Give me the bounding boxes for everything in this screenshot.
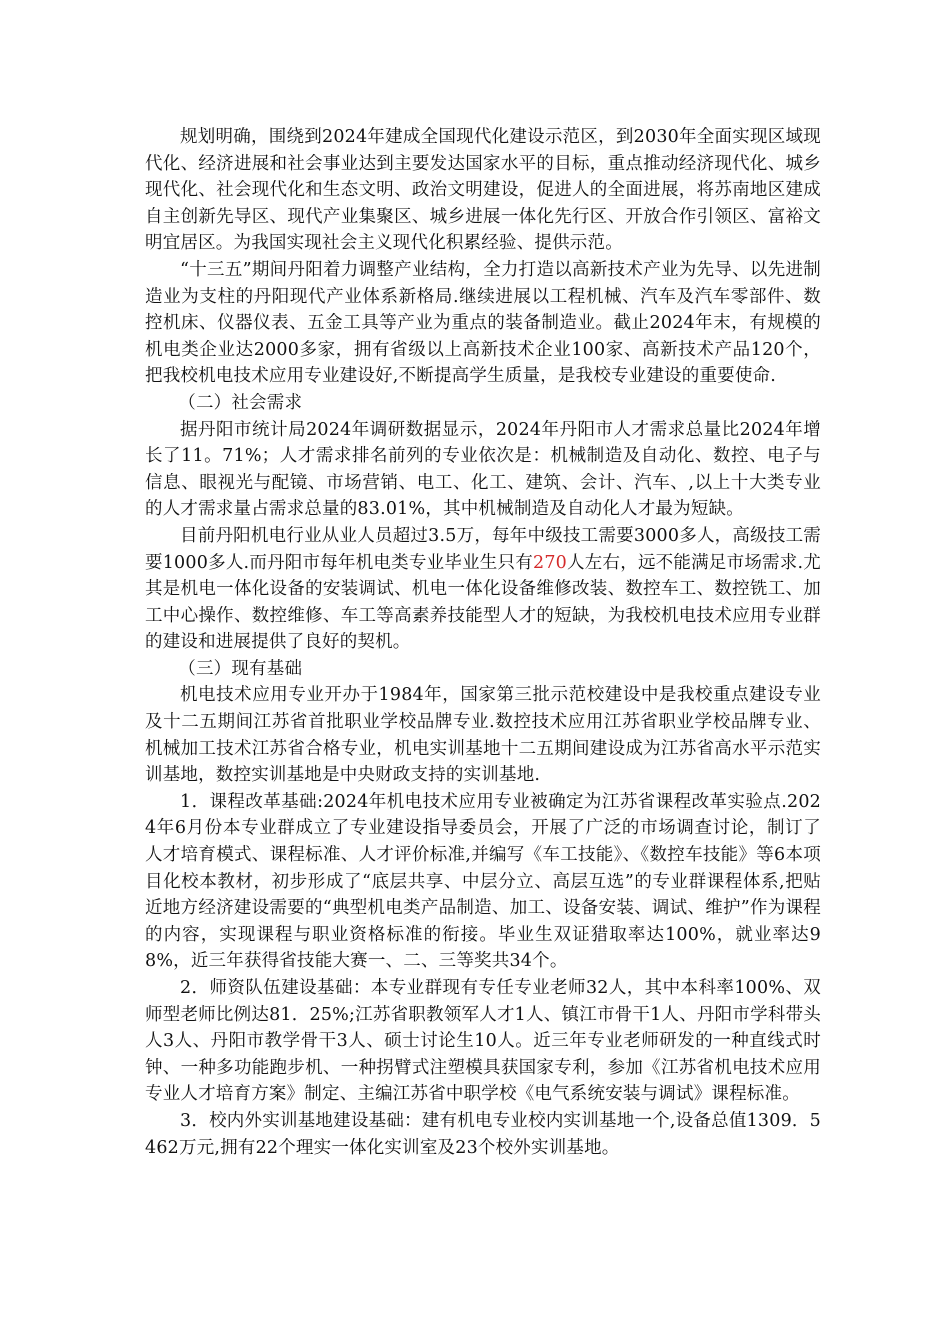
paragraph-workforce-gap bbox=[145, 523, 821, 656]
graduate-count-highlight: 270 bbox=[533, 552, 568, 573]
paragraph-industry-structure: “十三五”期间丹阳着力调整产业结构，全力打造以高新技术产业为先导、以先进制造业为支柱的丹阳现代产业体系新格局.继续进展以工程机械、汽车及汽车零部件、数控机床、仪器仪表、五金工具等产业为重点的装备制造业。截止2024年末，有规模的机电类企业达2000多家，拥有省级以上高新技术企业100家、高新技术产品120个，把我校机电技术应用专业建设好,不断提高学生质量，是我校专业建设的重要使命. bbox=[145, 259, 821, 387]
paragraph-talent-demand-stats: 据丹阳市统计局2024年调研数据显示，2024年丹阳市人才需求总量比2024年增长了11。71%；人才需求排名前列的专业依次是：机械制造及自动化、数控、电子与信息、眼视光与配镜、市场营销、电工、化工、建筑、会计、汽车、,以上十大类专业的人才需求量占需求总量的83.01%，其中机械制造及自动化人才最为短缺。 bbox=[145, 419, 821, 520]
paragraph-program-history: 机电技术应用专业开办于1984年，国家第三批示范校建设中是我校重点建设专业及十二五期间江苏省首批职业学校品牌专业.数控技术应用江苏省职业学校品牌专业、机械加工技术江苏省合格专业，机电实训基地十二五期间建设成为江苏省高水平示范实训基地，数控实训基地是中央财政支持的实训基地. bbox=[145, 685, 821, 786]
paragraph-faculty: 2．师资队伍建设基础：本专业群现有专任专业老师32人，其中本科率100%、双师型老师比例达81．25%;江苏省职教领军人才1人、镇江市骨干1人、丹阳市学科带头人3人、丹阳市教学骨干3人、硕士讨论生10人。近三年专业老师研发的一种直线式时钟、一种多功能跑步机、一种拐臂式注塑模具获国家专利，参加《江苏省机电技术应用专业人才培育方案》制定、主编江苏省中职学校《电气系统安装与调试》课程标准。 bbox=[145, 978, 821, 1105]
paragraph-regional-plan: 规划明确，围绕到2024年建成全国现代化建设示范区，到2030年全面实现区域现代化、经济进展和社会事业达到主要发达国家水平的目标，重点推动经济现代化、城乡现代化、社会现代化和生态文明、政治文明建设，促进人的全面进展，将苏南地区建成自主创新先导区、现代产业集聚区、城乡进展一体化先行区、开放合作引领区、富裕文明宜居区。为我国实现社会主义现代化积累经验、提供示范。 bbox=[145, 127, 821, 254]
paragraph-training-bases: 3．校内外实训基地建设基础：建有机电专业校内实训基地一个,设备总值1309．5462万元,拥有22个理实一体化实训室及23个校外实训基地。 bbox=[145, 1110, 821, 1158]
section-heading-existing-foundation: （三）现有基础 bbox=[178, 658, 303, 679]
paragraph-workforce-gap-part2: 人左右，远不能满足市场需求.尤其是机电一体化设备的安装调试、机电一体化设备维修改装、数控车工、数控铣工、加工中心操作、数控维修、车工等高素养技能型人才的短缺，为我校机电技术应用专业群的建设和进展提供了良好的契机。 bbox=[145, 552, 822, 653]
paragraph-curriculum-reform: 1．课程改革基础:2024年机电技术应用专业被确定为江苏省课程改革实验点.2024年6月份本专业群成立了专业建设指导委员会，开展了广泛的市场调查讨论，制订了人才培育模式、课程标准、人才评价标准,并编写《车工技能》、《数控车技能》等6本项目化校本教材，初步形成了“底层共享、中层分立、高层互选”的专业群课程体系,把贴近地方经济建设需要的“典型机电类产品制造、加工、设备安装、调试、维护”作为课程的内容，实现课程与职业资格标准的衔接。毕业生双证猎取率达100%，就业率达98%，近三年获得省技能大赛一、二、三等奖共34个。 bbox=[145, 791, 821, 972]
paragraph-workforce-gap-part1: 目前丹阳机电行业从业人员超过3.5万，每年中级技工需要3000多人，高级技工需要1000多人.而丹阳市每年机电类专业毕业生只有 bbox=[145, 525, 821, 573]
section-heading-social-demand: （二）社会需求 bbox=[178, 392, 303, 413]
document-body bbox=[145, 124, 821, 1161]
